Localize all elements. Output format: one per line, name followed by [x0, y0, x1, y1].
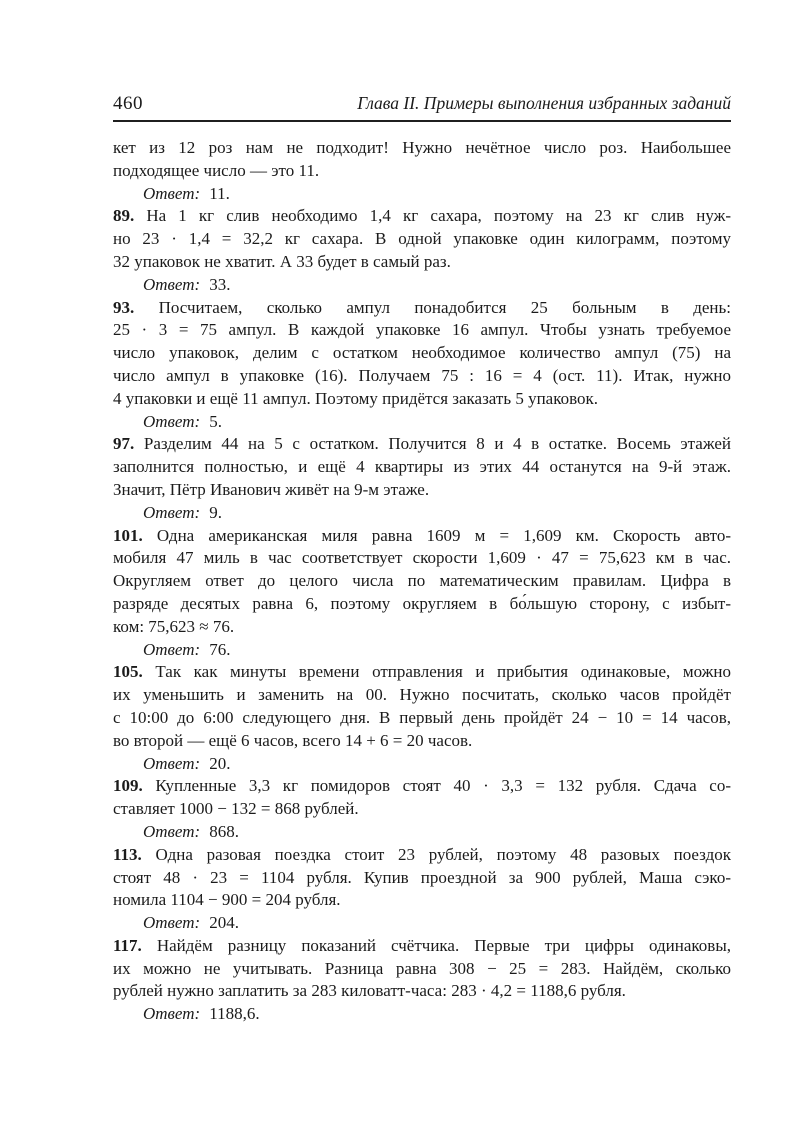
page-number: 460: [113, 93, 143, 114]
text-line: Округляем ответ до целого числа по математическим правилам. Цифра в: [113, 571, 731, 591]
text-line: кет из 12 роз нам не подходит! Нужно нечётное число роз. Наибольшее: [113, 138, 731, 157]
answer-value: 868.: [209, 821, 239, 841]
problem-paragraph-93: [113, 297, 731, 411]
problem-number: 113.: [113, 844, 142, 864]
text-line: число ампул в упаковке (16). Получаем 75 : 16 = 4 (ост. 11). Итак, нужно: [113, 365, 731, 385]
answer-value: 76.: [209, 639, 231, 659]
answer-line: [143, 183, 731, 206]
answer-label: Ответ:: [143, 274, 201, 294]
problem-paragraph-101: [113, 525, 731, 639]
answer-line: [143, 639, 731, 662]
text-line: их можно не учитывать. Разница равна 308 − 25 = 283. Найдём, сколько: [113, 958, 731, 978]
problem-number: 117.: [113, 935, 142, 955]
problem-paragraph-105: [113, 661, 731, 752]
answer-label: Ответ:: [143, 183, 201, 203]
text-line: 32 упаковок не хватит. А 33 будет в самый раз.: [113, 251, 451, 271]
page-body: [113, 137, 731, 1026]
text-line: ставляет 1000 − 132 = 868 рублей.: [113, 799, 359, 819]
text-span: Одна американская миля равна 1609 м = 1,609 км. Скорость авто-: [156, 525, 731, 545]
problem-paragraph-117: [113, 935, 731, 1003]
answer-value: 33.: [209, 274, 231, 294]
text-line: разряде десятых равна 6, поэтому округляем в бо́льшую сторону, с избыт-: [113, 593, 731, 613]
answer-line: [143, 502, 731, 525]
problem-paragraph-113: [113, 844, 731, 912]
problem-number: 97.: [113, 434, 135, 454]
text-line: но 23 · 1,4 = 32,2 кг сахара. В одной упаковке один килограмм, поэтому: [113, 229, 731, 249]
text-line: [113, 297, 731, 320]
problem-number: 105.: [113, 662, 143, 682]
text-line: [113, 844, 731, 867]
text-line: ком: 75,623 ≈ 76.: [113, 616, 235, 636]
page-column: [113, 0, 731, 1026]
text-line: число упаковок, делим с остатком необходимое количество ампул (75) на: [113, 343, 731, 363]
problem-number: 101.: [113, 525, 143, 545]
answer-line: [143, 912, 731, 935]
text-line: во второй — ещё 6 часов, всего 14 + 6 = 20 часов.: [113, 730, 473, 750]
answer-line: [143, 821, 731, 844]
text-line: стоят 48 · 23 = 1104 рубля. Купив проездной за 900 рублей, Маша сэко-: [113, 867, 731, 887]
text-span: На 1 кг слив необходимо 1,4 кг сахара, поэтому на 23 кг слив нуж-: [146, 206, 732, 226]
text-line: номила 1104 − 900 = 204 рубля.: [113, 890, 341, 910]
text-span: Разделим 44 на 5 с остатком. Получится 8 и 4 в остатке. Восемь этажей: [143, 434, 732, 454]
text-line: [113, 775, 731, 798]
text-line: [113, 433, 731, 456]
text-line: Значит, Пётр Иванович живёт на 9-м этаже.: [113, 479, 430, 499]
problem-paragraph-97: [113, 433, 731, 501]
problem-number: 93.: [113, 297, 135, 317]
text-line: заполнится полностью, и ещё 4 квартиры из этих 44 останутся на 9-й этаж.: [113, 457, 731, 477]
answer-value: 204.: [209, 913, 239, 933]
text-line: рублей нужно заплатить за 283 киловатт-часа: 283 · 4,2 = 1188,6 рубля.: [113, 981, 626, 1001]
text-span: Купленные 3,3 кг помидоров стоят 40 · 3,3 = 132 рубля. Сдача со-: [155, 776, 732, 796]
answer-line: [143, 753, 731, 776]
text-line: подходящее число — это 11.: [113, 160, 320, 180]
text-span: Так как минуты времени отправления и прибытия одинаковые, можно: [155, 662, 731, 682]
answer-label: Ответ:: [143, 639, 201, 659]
answer-label: Ответ:: [143, 1004, 201, 1024]
text-span: Посчитаем, сколько ампул понадобится 25 больным в день:: [158, 297, 731, 317]
text-span: Одна разовая поездка стоит 23 рублей, поэтому 48 разовых поездок: [155, 844, 731, 864]
text-line: мобиля 47 миль в час соответствует скорости 1,609 · 47 = 75,623 км в час.: [113, 548, 731, 568]
text-line: [113, 205, 731, 228]
text-line: их уменьшить и заменить на 00. Нужно посчитать, сколько часов пройдёт: [113, 685, 731, 705]
answer-line: [143, 1003, 731, 1026]
answer-value: 5.: [209, 411, 222, 431]
text-line: 4 упаковки и ещё 11 ампул. Поэтому придётся заказать 5 упаковок.: [113, 388, 599, 408]
answer-label: Ответ:: [143, 913, 201, 933]
text-line: [113, 935, 731, 958]
answer-label: Ответ:: [143, 753, 201, 773]
answer-label: Ответ:: [143, 821, 201, 841]
running-header-title: Глава II. Примеры выполнения избранных заданий: [357, 93, 731, 113]
problem-paragraph-89: [113, 205, 731, 273]
text-span: Найдём разницу показаний счётчика. Первые три цифры одинаковы,: [156, 935, 731, 955]
answer-line: [143, 274, 731, 297]
answer-value: 20.: [209, 753, 231, 773]
running-header: [113, 0, 731, 122]
answer-line: [143, 411, 731, 434]
text-line: с 10:00 до 6:00 следующего дня. В первый день пройдёт 24 − 10 = 14 часов,: [113, 707, 731, 727]
text-line: [113, 661, 731, 684]
text-line: [113, 525, 731, 548]
answer-value: 11.: [209, 183, 230, 203]
answer-value: 9.: [209, 502, 222, 522]
problem-number: 89.: [113, 206, 135, 226]
paragraph-continuation: [113, 137, 731, 183]
problem-number: 109.: [113, 776, 143, 796]
answer-value: 1188,6.: [209, 1004, 260, 1024]
answer-label: Ответ:: [143, 502, 201, 522]
answer-label: Ответ:: [143, 411, 201, 431]
text-line: 25 · 3 = 75 ампул. В каждой упаковке 16 ампул. Чтобы узнать требуемое: [113, 320, 731, 340]
problem-paragraph-109: [113, 775, 731, 821]
